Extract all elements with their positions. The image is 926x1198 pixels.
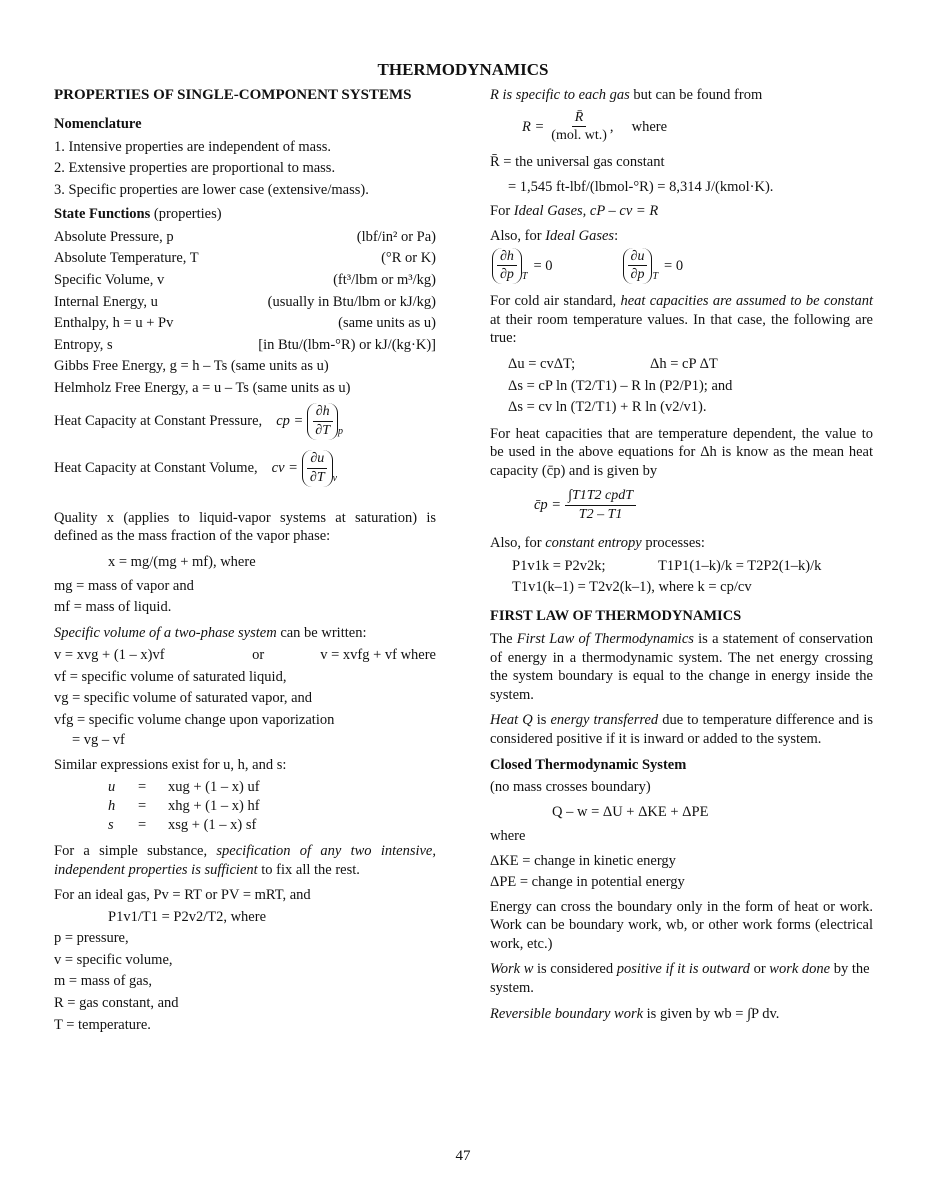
heat-text — [490, 711, 873, 748]
heat-a: Heat Q — [490, 712, 533, 729]
state-functions-suffix: (properties) — [150, 206, 222, 223]
du-dp-parenthesis — [623, 248, 653, 285]
cp-label: Heat Capacity at Constant Pressure, — [54, 413, 263, 430]
r-equation — [490, 109, 873, 146]
cold-air-equations — [490, 355, 873, 417]
cold-air-b: heat capacities are assumed to be constant — [620, 293, 873, 310]
r-intro-c: but can be found from — [629, 87, 763, 103]
du-denominator: ∂p — [630, 267, 645, 283]
vfg-definition: vfg = specific volume change upon vaporization — [54, 711, 335, 728]
cv-subscript: v — [332, 473, 338, 485]
mean-cp-numerator: ∫T1T2 cpdT — [565, 487, 636, 506]
similar-rhs: xsg + (1 – x) sf — [168, 816, 257, 833]
ideal-gas-def: p = pressure, — [54, 930, 129, 947]
heat-b: is — [532, 712, 551, 729]
reversible-work-text — [490, 1005, 873, 1024]
cv-symbol: cv = — [271, 460, 298, 477]
section-heading-properties: PROPERTIES OF SINGLE-COMPONENT SYSTEMS — [54, 87, 412, 103]
cp-numerator: ∂h — [313, 403, 333, 422]
closed-system-subtext: (no mass crosses boundary) — [490, 779, 651, 796]
page-title: THERMODYNAMICS — [377, 60, 549, 79]
cp-fraction — [312, 403, 333, 440]
work-f: by the system. — [490, 961, 870, 997]
closed-system-equation: Q – w = ΔU + ΔKE + ΔPE — [552, 803, 709, 820]
cp-denominator: ∂T — [315, 423, 331, 439]
r-intro — [490, 86, 873, 105]
cold-eq1b: Δh = cP ΔT — [650, 356, 718, 372]
simple-substance-c: to fix all the rest. — [257, 861, 360, 878]
r-eq-denominator: (mol. wt.) — [551, 128, 607, 144]
state-function-name: Specific Volume, v — [54, 272, 165, 289]
du-equals-zero: = 0 — [664, 257, 684, 274]
state-function-row — [54, 314, 436, 333]
constant-entropy-text — [490, 534, 873, 553]
vfg-equation: = vg – vf — [72, 732, 125, 749]
work-a: Work w — [490, 961, 534, 978]
simple-substance-b: specification of any two intensive, independent properties is sufficient — [54, 843, 436, 878]
quality-text: Quality x (applies to liquid-vapor systems at saturation) is defined as the mass fraction of the vapor phase: — [54, 509, 436, 545]
cold-air-text — [490, 292, 873, 348]
r-eq-fraction — [548, 109, 610, 146]
temp-dependent-text: For heat capacities that are temperature dependent, the value to be used in the above equations for Δh is know as the mean heat capacity (c̄p) and is given by — [490, 425, 873, 479]
work-e: work done — [769, 961, 831, 978]
dh-equals-zero: = 0 — [533, 257, 553, 274]
closed-system-heading: Closed Thermodynamic System — [490, 756, 687, 773]
state-function-unit: (lbf/in² or Pa) — [356, 228, 436, 245]
cold-eq3: Δs = cv ln (T2/T1) + R ln (v2/v1). — [508, 399, 707, 416]
cp-symbol: cp = — [276, 413, 304, 430]
cv-numerator: ∂u — [307, 450, 327, 469]
specific-volume-intro-rest: can be written: — [276, 624, 367, 641]
cp-subscript: p — [338, 426, 344, 438]
state-function-row — [54, 249, 436, 268]
energy-cross-text: Energy can cross the boundary only in the form of heat or work. Work can be boundary work, wb, or other work forms (electrical work, etc.) — [490, 898, 873, 952]
const-entropy-b: constant entropy — [545, 535, 642, 552]
ideal-gas-def: v = specific volume, — [54, 951, 173, 968]
first-law-text — [490, 630, 873, 704]
ideal-gas-def: m = mass of gas, — [54, 973, 152, 990]
similar-eq: = — [138, 779, 147, 796]
state-function-unit: [in Btu/(lbm-°R) or kJ/(kg·K)] — [258, 336, 436, 353]
mean-cp-denominator: T2 – T1 — [578, 507, 623, 523]
r-intro-b: specific to each gas — [515, 87, 630, 103]
state-function-name: Enthalpy, h = u + Pv — [54, 315, 174, 332]
dh-subscript: T — [521, 270, 528, 282]
dh-numerator: ∂h — [497, 248, 517, 267]
mean-cp-lhs: c̄p = — [534, 497, 562, 514]
state-function-unit: (usually in Btu/lbm or kJ/kg) — [267, 293, 436, 310]
rev-a: Reversible boundary work — [490, 1005, 644, 1022]
nomenclature-item: 1. Intensive properties are independent of mass. — [54, 138, 332, 155]
work-text — [490, 960, 873, 997]
state-function-unit: (same units as u) — [338, 315, 436, 332]
entropy-eq-row — [512, 557, 873, 576]
state-function-name: Entropy, s — [54, 336, 113, 353]
similar-expressions-text: Similar expressions exist for u, h, and s: — [54, 756, 287, 773]
specific-volume-intro — [54, 624, 436, 643]
similar-lhs: s — [108, 816, 114, 833]
r-eq-lhs: R = — [522, 118, 545, 135]
similar-lhs: h — [108, 798, 116, 815]
similar-expressions — [54, 778, 436, 834]
work-d: or — [749, 961, 770, 978]
also-ideal-b: Ideal Gases — [545, 228, 615, 244]
cv-label: Heat Capacity at Constant Volume, — [54, 460, 258, 477]
cv-parenthesis — [302, 450, 333, 487]
cold-air-c: at their room temperature values. In that case, the following are true: — [490, 311, 873, 347]
du-subscript: T — [652, 270, 659, 282]
state-functions-title — [54, 205, 436, 224]
du-numerator: ∂u — [628, 248, 648, 267]
delta-pe-definition: ΔPE = change in potential energy — [490, 874, 685, 891]
page-number: 47 — [455, 1148, 471, 1164]
nomenclature-item: 3. Specific properties are lower case (extensive/mass). — [54, 181, 369, 198]
vg-definition: vg = specific volume of saturated vapor, and — [54, 690, 313, 707]
state-function-name: Internal Energy, u — [54, 293, 158, 310]
ideal-cp-cv — [490, 202, 873, 221]
cold-air-a: For cold air standard, — [490, 293, 621, 310]
work-b: is considered — [533, 961, 617, 978]
cold-eq2: Δs = cP ln (T2/T1) – R ln (P2/P1); and — [508, 377, 733, 394]
specific-volume-eq1: v = xvg + (1 – x)vf — [54, 647, 165, 664]
entropy-eq1a: P1v1k = P2v2k; — [512, 557, 606, 574]
heat-d: due to temperature difference and is considered positive if it is inward or added to the system. — [490, 712, 873, 748]
similar-rhs: xhg + (1 – x) hf — [168, 798, 260, 815]
specific-volume-intro-italic: Specific volume of a two-phase system — [54, 624, 277, 641]
cold-eq1a: Δu = cvΔT; — [508, 356, 576, 372]
mean-cp-fraction — [565, 487, 636, 524]
also-ideal-a: Also, for — [490, 228, 546, 244]
also-ideal-gases — [490, 227, 873, 246]
similar-lhs: u — [108, 779, 116, 796]
gibbs-free-energy: Gibbs Free Energy, g = h – Ts (same units as u) — [54, 358, 329, 375]
rbar-value: = 1,545 ft-lbf/(lbmol-°R) = 8,314 J/(kmol·K). — [508, 178, 774, 195]
dh-dp-fraction — [497, 248, 517, 285]
state-function-row — [54, 228, 436, 247]
state-function-unit: (ft³/lbm or m³/kg) — [333, 272, 436, 289]
similar-eq: = — [138, 798, 147, 815]
mg-definition: mg = mass of vapor and — [54, 577, 194, 594]
specific-volume-eq2: v = xvfg + vf where — [320, 647, 436, 664]
specific-volume-or: or — [252, 647, 265, 664]
ideal-gas-equation: P1v1/T1 = P2v2/T2, where — [108, 908, 266, 925]
where-text: where — [490, 828, 526, 845]
entropy-equations — [490, 557, 873, 597]
first-law-heading: FIRST LAW OF THERMODYNAMICS — [490, 607, 742, 624]
const-entropy-a: Also, for — [490, 535, 546, 552]
state-function-row — [54, 271, 436, 290]
ideal-gas-def: T = temperature. — [54, 1016, 151, 1033]
heat-c: energy transferred — [550, 712, 659, 729]
r-intro-a: R is — [490, 87, 516, 103]
rev-b: is given by wb = ∫P dv. — [643, 1005, 780, 1022]
mean-cp-equation — [490, 487, 873, 524]
cp-definition — [54, 403, 436, 440]
simple-substance-a: For a simple substance, — [54, 843, 217, 860]
first-law-c: is a statement of conservation of energy in a thermodynamic system. The net energy crossing the system boundary is equal to the change in energy inside the system. — [490, 631, 874, 703]
also-ideal-c: : — [614, 228, 619, 244]
right-column — [490, 86, 873, 1030]
mf-definition: mf = mass of liquid. — [54, 599, 172, 616]
left-column — [54, 86, 436, 1034]
partial-derivative-equations — [490, 248, 873, 285]
similar-eq: = — [138, 816, 147, 833]
cv-fraction — [307, 450, 328, 487]
nomenclature-heading: Nomenclature — [54, 116, 142, 133]
first-law-b: First Law of Thermodynamics — [516, 631, 694, 648]
ideal-cp-cv-a: For — [490, 203, 514, 220]
simple-substance-text — [54, 842, 436, 879]
similar-rhs: xug + (1 – x) uf — [168, 779, 260, 796]
ideal-gas-text: For an ideal gas, Pv = RT or PV = mRT, and — [54, 887, 311, 904]
rbar-definition: R̄ = the universal gas constant — [490, 154, 665, 171]
r-eq-where: , where — [609, 118, 668, 135]
first-law-a: The — [490, 631, 517, 648]
vf-definition: vf = specific volume of saturated liquid, — [54, 668, 287, 685]
cp-parenthesis — [307, 403, 338, 440]
specific-volume-equations — [54, 646, 436, 665]
ideal-cp-cv-b: Ideal Gases, cP – cv = R — [513, 203, 659, 220]
entropy-eq2: T1v1(k–1) = T2v2(k–1), where k = cp/cv — [512, 579, 752, 596]
du-dp-fraction — [628, 248, 648, 285]
const-entropy-c: processes: — [641, 535, 705, 552]
delta-ke-definition: ΔKE = change in kinetic energy — [490, 852, 676, 869]
cv-definition — [54, 450, 436, 487]
state-function-row — [54, 336, 436, 355]
dh-denominator: ∂p — [500, 267, 514, 283]
entropy-eq1b: T1P1(1–k)/k = T2P2(1–k)/k — [658, 557, 822, 574]
state-functions-heading: State Functions — [54, 206, 151, 223]
r-eq-numerator: R̄ — [572, 109, 587, 128]
nomenclature-item: 2. Extensive properties are proportional to mass. — [54, 160, 336, 177]
cold-eq-row — [508, 355, 873, 374]
quality-equation: x = mg/(mg + mf), where — [108, 554, 256, 571]
state-function-name: Absolute Pressure, p — [54, 228, 174, 245]
ideal-gas-def: R = gas constant, and — [54, 994, 179, 1011]
cv-denominator: ∂T — [309, 470, 325, 486]
helmholz-free-energy: Helmholz Free Energy, a = u – Ts (same units as u) — [54, 379, 351, 396]
state-function-unit: (°R or K) — [381, 250, 436, 267]
state-function-row — [54, 293, 436, 312]
dh-dp-parenthesis — [492, 248, 522, 285]
state-function-name: Absolute Temperature, T — [54, 250, 199, 267]
work-c: positive if it is outward — [616, 961, 750, 978]
